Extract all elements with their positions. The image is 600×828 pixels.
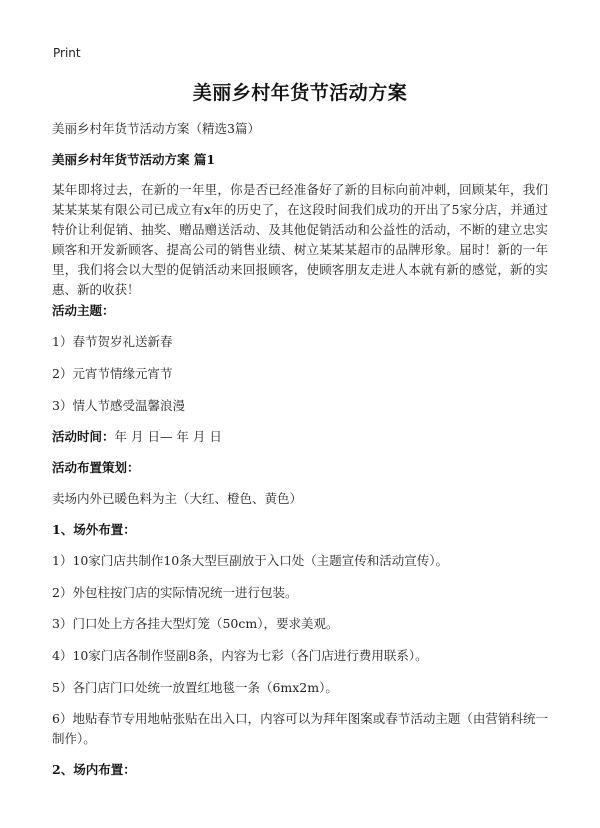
document-title: 美丽乡村年货节活动方案 — [192, 82, 408, 104]
layout-intro: 卖场内外已暖色料为主（大红、橙色、黄色） — [52, 491, 303, 506]
time-value: 年 月 日— 年 月 日 — [114, 429, 222, 444]
intro-paragraph: 某年即将过去，在新的一年里，你是否已经准备好了新的目标向前冲刺，回顾某年，我们某某某某有限公司已成立有x年的历史了，在这段时间我们成功的开出了5家分店，并通过特价让利促销、抽奖、赠品赠送活动、及其他促销活动和公益性的活动，不断的建立忠实顾客和开发新顾客、提高公司的销售业绩、树立某某某超市的品牌形象。届时！新的一年里，我们将会以大型的促销活动来回报顾客，使顾客朋友走进人本就有新的感觉，新的实惠、新的收获！ — [52, 182, 548, 297]
outdoor-item: 4）10家门店各制作竖副8条，内容为七彩（各门店进行费用联系）。 — [52, 648, 428, 663]
outdoor-item: 1）10家门店共制作10条大型巨副放于入口处（主题宣传和活动宣传）。 — [52, 553, 449, 568]
outdoor-item: 5）各门店门口处统一放置红地毯一条（6mx2m）。 — [52, 680, 338, 695]
layout-heading: 活动布置策划： — [52, 460, 140, 475]
document-subtitle: 美丽乡村年货节活动方案（精选3篇） — [52, 121, 260, 136]
outdoor-item: 6）地贴春节专用地帖张贴在出入口，内容可以为拜年图案或春节活动主题（由营销科统一制作）。 — [52, 711, 548, 746]
section-heading: 美丽乡村年货节活动方案 篇1 — [52, 152, 216, 167]
time-label: 活动时间： — [52, 429, 115, 444]
theme-item: 3）情人节感受温馨浪漫 — [52, 398, 185, 413]
outdoor-heading: 1、场外布置： — [52, 522, 136, 537]
theme-item: 2）元宵节情缘元宵节 — [52, 366, 173, 381]
outdoor-item: 2）外包柱按门店的实际情况统一进行包装。 — [52, 585, 298, 600]
outdoor-item: 3）门口处上方各挂大型灯笼（50cm），要求美观。 — [52, 616, 339, 631]
activity-time — [52, 427, 548, 447]
indoor-heading: 2、场内布置： — [52, 762, 136, 777]
print-label: Print — [53, 46, 81, 60]
theme-item: 1）春节贺岁礼送新春 — [52, 334, 173, 349]
theme-heading: 活动主题： — [52, 303, 115, 318]
